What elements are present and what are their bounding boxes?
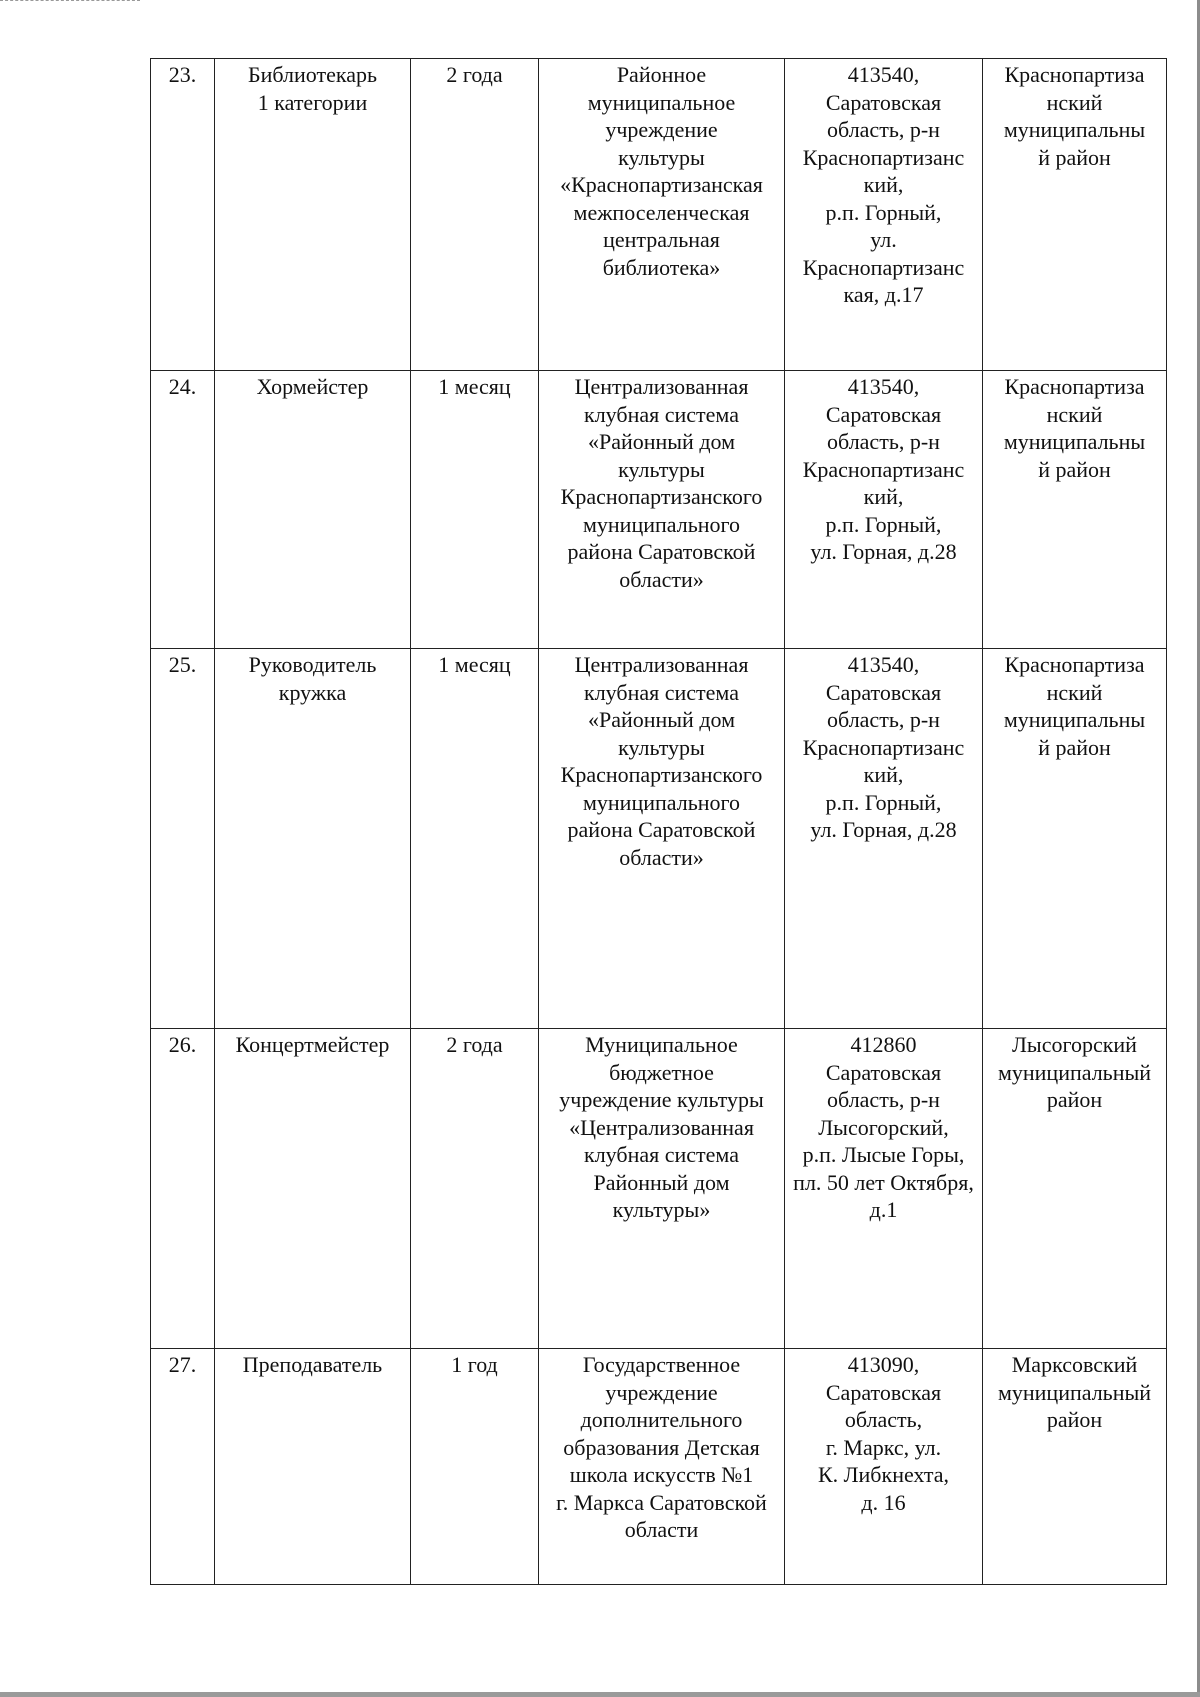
position-cell: Библиотекарь 1 категории [215,59,411,371]
page-edge-bottom [0,1692,1200,1697]
table-row [151,649,1167,1029]
organization-cell: Государственное учреждение дополнительного образования Детская школа искусств №1 г. Маркса Саратовской области [539,1349,785,1585]
district-cell: Лысогорский муниципальный район [983,1029,1167,1349]
address-cell: 413540, Саратовская область, р-н Краснопартизанс кий, р.п. Горный, ул. Краснопартизанс кая, д.17 [785,59,983,371]
table-row [151,1029,1167,1349]
organization-cell: Централизованная клубная система «Районный дом культуры Краснопартизанского муниципального района Саратовской области» [539,649,785,1029]
table-row [151,371,1167,649]
organization-cell: Районное муниципальное учреждение культуры «Краснопартизанская межпоселенческая центральная библиотека» [539,59,785,371]
organization-cell: Муниципальное бюджетное учреждение культуры «Централизованная клубная система Районный дом культуры» [539,1029,785,1349]
position-cell: Руководитель кружка [215,649,411,1029]
duration-cell: 2 года [411,59,539,371]
district-cell: Краснопартиза нский муниципальны й район [983,59,1167,371]
vacancies-table [150,58,1167,1585]
address-cell: 413090, Саратовская область, г. Маркс, ул. К. Либкнехта, д. 16 [785,1349,983,1585]
position-cell: Хормейстер [215,371,411,649]
organization-cell: Централизованная клубная система «Районный дом культуры Краснопартизанского муниципального района Саратовской области» [539,371,785,649]
district-cell: Краснопартиза нский муниципальны й район [983,371,1167,649]
scan-corner-mark [0,0,140,4]
address-cell: 413540, Саратовская область, р-н Краснопартизанс кий, р.п. Горный, ул. Горная, д.28 [785,649,983,1029]
table-row [151,1349,1167,1585]
row-number: 26. [151,1029,215,1349]
duration-cell: 1 месяц [411,371,539,649]
address-cell: 412860 Саратовская область, р-н Лысогорский, р.п. Лысые Горы, пл. 50 лет Октября, д.1 [785,1029,983,1349]
duration-cell: 2 года [411,1029,539,1349]
district-cell: Краснопартиза нский муниципальны й район [983,649,1167,1029]
row-number: 24. [151,371,215,649]
address-cell: 413540, Саратовская область, р-н Краснопартизанс кий, р.п. Горный, ул. Горная, д.28 [785,371,983,649]
row-number: 23. [151,59,215,371]
row-number: 25. [151,649,215,1029]
position-cell: Преподаватель [215,1349,411,1585]
duration-cell: 1 месяц [411,649,539,1029]
table-row [151,59,1167,371]
district-cell: Марксовский муниципальный район [983,1349,1167,1585]
row-number: 27. [151,1349,215,1585]
position-cell: Концертмейстер [215,1029,411,1349]
duration-cell: 1 год [411,1349,539,1585]
